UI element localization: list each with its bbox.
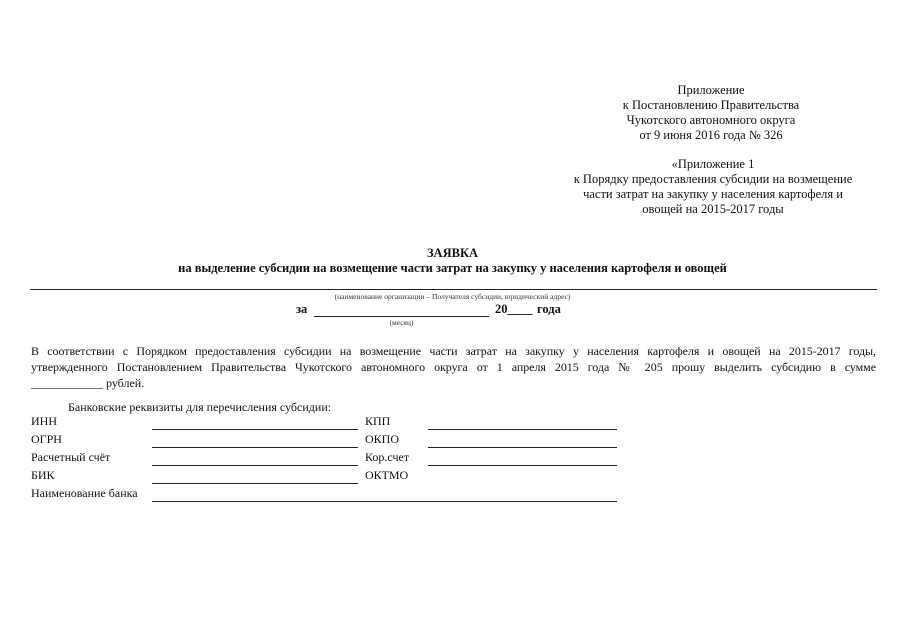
corr-account-field[interactable] <box>428 465 617 466</box>
account-label: Расчетный счёт <box>31 450 111 464</box>
document-title: ЗАЯВКА <box>426 246 479 260</box>
organization-caption: (наименование организации – Получателя субсидии, юридический адрес) <box>334 292 571 301</box>
month-field[interactable] <box>314 316 489 317</box>
body-line-3: ____________ рублей. <box>31 376 145 390</box>
appendix-line-1: Приложение <box>677 83 745 97</box>
year-suffix: года <box>537 302 561 316</box>
body-line-2: утвержденного Постановлением Правительства Чукотского автономного округа от 1 апреля 2015 года № 205 прошу выделить субсидию в сумме <box>31 360 876 374</box>
appendix-line-2: к Постановлению Правительства <box>622 98 800 112</box>
year-field[interactable]: 20____ <box>495 302 533 316</box>
bik-label: БИК <box>31 468 55 482</box>
ogrn-label: ОГРН <box>31 432 62 446</box>
inn-label: ИНН <box>31 414 57 428</box>
appendix1-line-2: к Порядку предоставления субсидии на возмещение <box>573 172 853 186</box>
appendix-line-3: Чукотского автономного округа <box>626 113 796 127</box>
corr-account-label: Кор.счет <box>365 450 410 464</box>
okpo-label: ОКПО <box>365 432 400 446</box>
period-prefix: за <box>296 302 308 316</box>
bank-name-label: Наименование банка <box>31 486 138 500</box>
document-subtitle: на выделение субсидии на возмещение части затрат на закупку у населения картофеля и овощей <box>178 261 727 275</box>
appendix-line-4: от 9 июня 2016 года № 326 <box>639 128 783 142</box>
appendix1-line-4: овощей на 2015-2017 годы <box>642 202 784 216</box>
kpp-label: КПП <box>365 414 391 428</box>
oktmo-label: ОКТМО <box>365 468 409 482</box>
bik-field[interactable] <box>152 483 358 484</box>
account-field[interactable] <box>152 465 358 466</box>
inn-field[interactable] <box>152 429 358 430</box>
ogrn-field[interactable] <box>152 447 358 448</box>
organization-line[interactable] <box>30 289 877 290</box>
appendix1-line-1: «Приложение 1 <box>671 157 755 171</box>
bank-name-field[interactable] <box>152 501 617 502</box>
bank-heading: Банковские реквизиты для перечисления субсидии: <box>68 400 332 414</box>
kpp-field[interactable] <box>428 429 617 430</box>
appendix1-line-3: части затрат на закупку у населения картофеля и <box>583 187 843 201</box>
body-line-1: В соответствии с Порядком предоставления субсидии на возмещение части затрат на закупку у населения картофеля и овощей на 2015-2017 годы, <box>31 344 876 358</box>
month-caption: (месяц) <box>389 318 414 327</box>
okpo-field[interactable] <box>428 447 617 448</box>
